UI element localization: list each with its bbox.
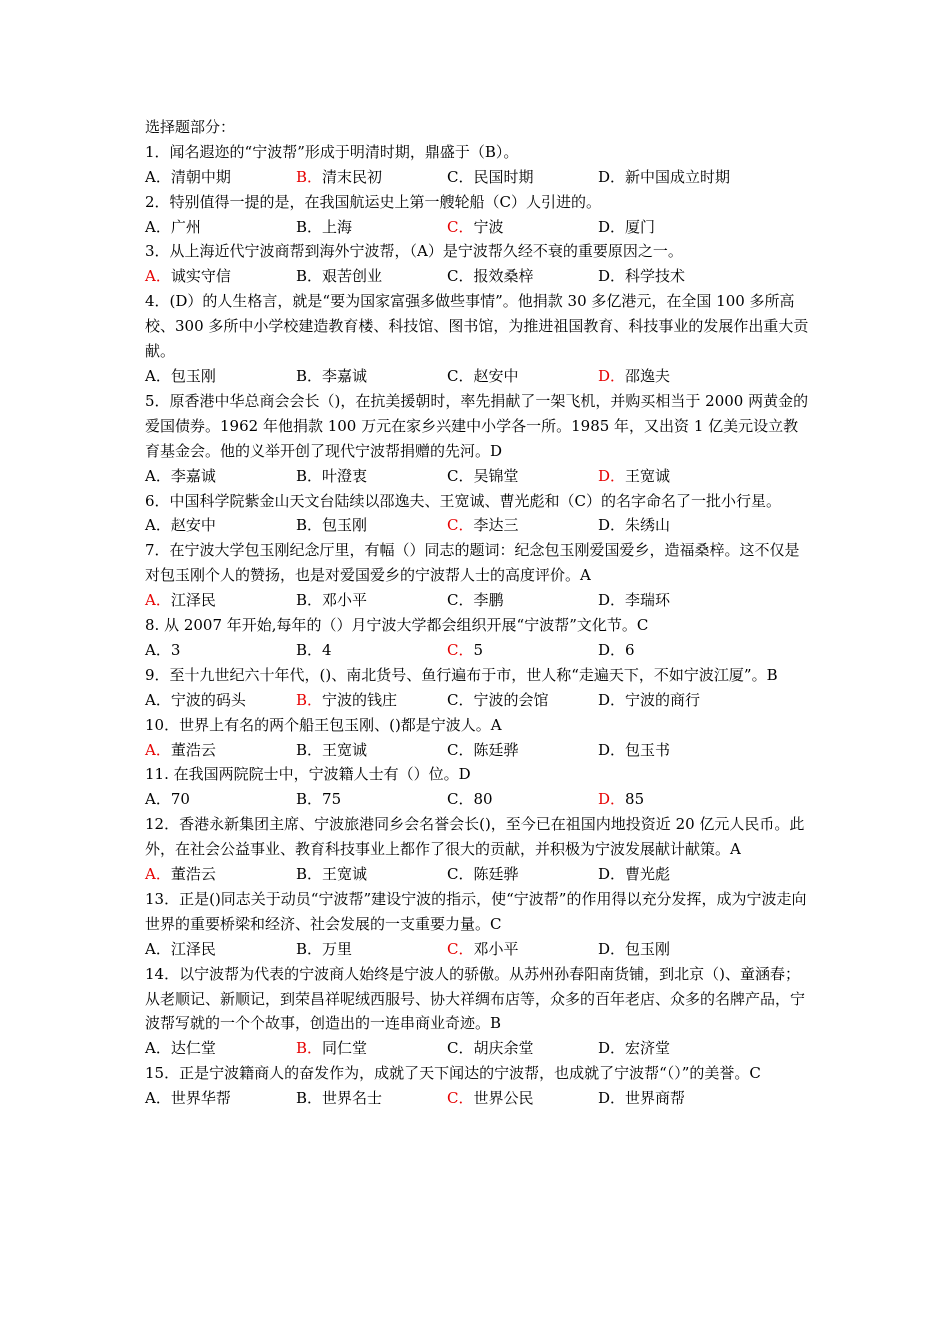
option-text: 邓小平 <box>473 939 519 958</box>
option <box>598 688 700 713</box>
question-stem: 12．香港永新集团主席、宁波旅港同乡会名誉会长()，至今已在祖国内地投资近 20 亿元人民币。此外，在社会公益事业、教育科技事业上都作了很大的贡献，并积极为宁波发展献计献策。A <box>145 815 805 859</box>
option-letter: D． <box>598 591 626 610</box>
option-letter: A． <box>145 939 171 958</box>
option-text: 世界华帮 <box>170 1089 231 1108</box>
question-item <box>145 538 813 613</box>
option <box>447 1036 534 1061</box>
answer-option-letter: D． <box>598 466 626 485</box>
option <box>296 937 352 962</box>
option-letter: C． <box>447 790 474 809</box>
option-text: 报效桑梓 <box>473 267 534 286</box>
option-letter: B． <box>296 466 323 485</box>
answer-option-letter: C． <box>447 217 474 236</box>
option <box>598 588 670 613</box>
option <box>145 862 216 887</box>
question-stem: 15．正是宁波籍商人的奋发作为，成就了天下闻达的宁波帮，也成就了宁波帮“（）”的美誉。C <box>145 1064 761 1083</box>
option-text: 李达三 <box>473 516 519 535</box>
option <box>296 1086 382 1111</box>
option-letter: D． <box>598 865 626 883</box>
option-text: 同仁堂 <box>322 1039 368 1058</box>
option-text: 包玉刚 <box>170 367 216 385</box>
option-letter: B． <box>296 1089 323 1108</box>
option-text: 宁波的钱庄 <box>322 690 398 709</box>
option <box>598 862 670 887</box>
answer-option-letter: C． <box>447 640 474 659</box>
option-letter: A． <box>145 466 171 485</box>
option <box>598 937 670 962</box>
option-letter: B． <box>296 865 323 883</box>
option <box>145 364 216 389</box>
option-text: 诚实守信 <box>170 267 231 286</box>
option <box>447 688 549 713</box>
answer-option-letter: D． <box>598 367 626 385</box>
option <box>447 215 504 240</box>
option-letter: C． <box>447 267 474 286</box>
option-row <box>145 638 813 663</box>
option-row <box>145 787 813 812</box>
option <box>296 688 397 713</box>
option <box>296 215 352 240</box>
option <box>598 638 635 663</box>
option-row <box>145 264 813 289</box>
option-text: 世界商帮 <box>625 1089 686 1108</box>
option <box>447 165 534 190</box>
answer-option-letter: B． <box>296 1039 323 1058</box>
option-letter: B． <box>296 640 323 659</box>
option <box>145 787 190 812</box>
question-list <box>145 140 813 1111</box>
question-stem: 2．特别值得一提的是，在我国航运史上第一艘轮船（C）人引进的。 <box>145 192 602 211</box>
option <box>598 264 685 289</box>
option <box>145 165 231 190</box>
option-text: 上海 <box>322 217 353 236</box>
option-text: 陈廷骅 <box>473 740 519 759</box>
answer-option-letter: C． <box>447 939 474 958</box>
option <box>296 513 367 538</box>
answer-option-letter: A． <box>145 865 171 883</box>
question-stem: 9．至十九世纪六十年代，()、南北货号、鱼行遍布于市，世人称“走遍天下，不如宁波江厦”。B <box>145 665 778 684</box>
answer-option-letter: D． <box>598 790 626 809</box>
question-item <box>145 663 813 713</box>
option <box>145 688 246 713</box>
option-letter: C． <box>447 740 474 759</box>
option-letter: D． <box>598 690 626 709</box>
option-text: 陈廷骅 <box>473 865 519 883</box>
answer-option-letter: B． <box>296 690 323 709</box>
option <box>598 1036 670 1061</box>
option <box>145 588 216 613</box>
option-letter: A． <box>145 1089 171 1108</box>
option <box>296 638 332 663</box>
option-row <box>145 937 813 962</box>
question-item <box>145 239 813 289</box>
option <box>447 264 534 289</box>
option-letter: A． <box>145 516 171 535</box>
option-row <box>145 513 813 538</box>
option <box>447 1086 534 1111</box>
option-text: 董浩云 <box>170 865 216 883</box>
question-item <box>145 289 813 389</box>
option-letter: C． <box>447 690 474 709</box>
option-text: 王宽诚 <box>322 865 368 883</box>
option-letter: B． <box>296 740 323 759</box>
option-text: 胡庆余堂 <box>473 1039 534 1058</box>
option <box>145 1086 231 1111</box>
option-row <box>145 688 813 713</box>
option-text: 邓小平 <box>322 591 368 610</box>
option <box>598 787 644 812</box>
option <box>447 862 519 887</box>
option-row <box>145 165 813 190</box>
option-text: 世界公民 <box>473 1089 534 1108</box>
option-text: 达仁堂 <box>170 1039 216 1058</box>
question-stem: 4．(D）的人生格言，就是“要为国家富强多做些事情”。他捐款 30 多亿港元，在全国 100 多所高校、300 多所中小学校建造教育楼、科技馆、图书馆，为推进祖国教育、科技事业的发展作出重大贡献。 <box>145 292 809 361</box>
option <box>447 937 519 962</box>
option-text: 宁波的会馆 <box>473 690 549 709</box>
option <box>145 513 216 538</box>
option-text: 世界名士 <box>322 1089 383 1108</box>
option <box>598 215 655 240</box>
question-item <box>145 812 813 887</box>
option-text: 王宽诚 <box>322 740 368 759</box>
option <box>296 464 367 489</box>
option-letter: B． <box>296 939 323 958</box>
option-letter: A． <box>145 690 171 709</box>
option-letter: B． <box>296 591 323 610</box>
option-letter: B． <box>296 267 323 286</box>
option-letter: D． <box>598 1089 626 1108</box>
option-letter: C． <box>447 466 474 485</box>
option-text: 邵逸夫 <box>625 367 671 385</box>
question-stem: 5．原香港中华总商会会长（)，在抗美援朝时，率先捐献了一架飞机，并购买相当于 2000 两黄金的爱国债券。1962 年他捐款 100 万元在家乡兴建中小学各一所。1985 年，又出资 1 亿美元设立教育基金会。他的义举开创了现代宁波帮捐赠的先河。D <box>145 391 809 460</box>
option <box>447 588 504 613</box>
option-text: 70 <box>170 790 190 809</box>
option <box>447 638 483 663</box>
question-stem: 8. 从 2007 年开始,每年的（）月宁波大学都会组织开展“宁波帮”文化节。C <box>145 616 649 634</box>
option-letter: B． <box>296 217 323 236</box>
option-text: 包玉刚 <box>625 939 671 958</box>
option-letter: D． <box>598 1039 626 1058</box>
option-letter: A． <box>145 167 171 186</box>
option-text: 叶澄衷 <box>322 466 368 485</box>
question-stem: 13．正是()同志关于动员“宁波帮”建设宁波的指示，使“宁波帮”的作用得以充分发挥，成为宁波走向世界的重要桥梁和经济、社会发展的一支重要力量。C <box>145 889 807 933</box>
option-text: 董浩云 <box>170 740 216 759</box>
option <box>447 787 493 812</box>
option-text: 赵安中 <box>473 367 519 385</box>
option-letter: D． <box>598 167 626 186</box>
option-text: 新中国成立时期 <box>625 167 731 186</box>
option-letter: A． <box>145 640 171 659</box>
question-item <box>145 713 813 763</box>
document-body <box>145 115 813 1111</box>
option-letter: C． <box>447 591 474 610</box>
option-text: 宏济堂 <box>625 1039 671 1058</box>
option-text: 朱绣山 <box>625 516 671 535</box>
option-text: 李鹏 <box>473 591 504 610</box>
option-letter: A． <box>145 217 171 236</box>
option-text: 赵安中 <box>170 516 216 535</box>
question-item <box>145 190 813 240</box>
option-text: 宁波的码头 <box>170 690 246 709</box>
option <box>447 513 519 538</box>
option-letter: A． <box>145 790 171 809</box>
option-letter: D． <box>598 740 626 759</box>
option-row <box>145 738 813 763</box>
option-text: 李嘉诚 <box>322 367 368 385</box>
option-text: 艰苦创业 <box>322 267 383 286</box>
question-stem: 3．从上海近代宁波商帮到海外宁波帮，（A）是宁波帮久经不衰的重要原因之一。 <box>145 242 683 261</box>
option <box>447 464 519 489</box>
option-text: 宁波的商行 <box>625 690 701 709</box>
option <box>447 364 519 389</box>
option-text: 包玉书 <box>625 740 671 759</box>
option-text: 3 <box>170 640 181 659</box>
option-text: 江泽民 <box>170 591 216 610</box>
option-letter: D． <box>598 217 626 236</box>
option-text: 包玉刚 <box>322 516 368 535</box>
answer-option-letter: A． <box>145 267 171 286</box>
option-text: 宁波 <box>473 217 504 236</box>
question-item <box>145 1061 813 1111</box>
option <box>296 588 367 613</box>
question-item <box>145 389 813 489</box>
option <box>598 165 730 190</box>
question-stem: 11. 在我国两院院士中，宁波籍人士有（）位。D <box>145 765 471 784</box>
answer-option-letter: A． <box>145 591 171 610</box>
option <box>598 364 670 389</box>
option-letter: A． <box>145 367 171 385</box>
option <box>598 1086 685 1111</box>
answer-option-letter: B． <box>296 167 323 186</box>
option-letter: C． <box>447 865 474 883</box>
option-letter: C． <box>447 1039 474 1058</box>
option-letter: C． <box>447 167 474 186</box>
option <box>145 264 231 289</box>
option-text: 吴锦堂 <box>473 466 519 485</box>
option <box>447 738 519 763</box>
question-stem: 10．世界上有名的两个船王包玉刚、()都是宁波人。A <box>145 715 502 734</box>
option-text: 曹光彪 <box>625 865 671 883</box>
option-text: 清朝中期 <box>170 167 231 186</box>
section-title: 选择题部分： <box>145 118 236 136</box>
option-row <box>145 862 813 887</box>
option <box>296 738 367 763</box>
question-item <box>145 140 813 190</box>
option-row <box>145 364 813 389</box>
option-letter: B． <box>296 367 323 385</box>
answer-option-letter: A． <box>145 740 171 759</box>
option-text: 广州 <box>170 217 201 236</box>
option-text: 民国时期 <box>473 167 534 186</box>
option-text: 王宽诚 <box>625 466 671 485</box>
option-row <box>145 588 813 613</box>
question-item <box>145 962 813 1062</box>
option-row <box>145 464 813 489</box>
option <box>598 513 670 538</box>
option-row <box>145 1036 813 1061</box>
option <box>145 215 201 240</box>
option <box>296 264 382 289</box>
option-text: 李嘉诚 <box>170 466 216 485</box>
option-row <box>145 1086 813 1111</box>
answer-option-letter: C． <box>447 516 474 535</box>
option-letter: D． <box>598 267 626 286</box>
option <box>145 464 216 489</box>
option-letter: C． <box>447 367 474 385</box>
option-row <box>145 215 813 240</box>
option-letter: D． <box>598 516 626 535</box>
option-text: 85 <box>625 790 645 809</box>
option <box>296 787 341 812</box>
option <box>145 937 216 962</box>
option-text: 4 <box>322 640 332 659</box>
option <box>145 638 180 663</box>
option-letter: D． <box>598 939 626 958</box>
option-text: 万里 <box>322 939 353 958</box>
option-text: 80 <box>473 790 493 809</box>
question-item <box>145 762 813 812</box>
question-stem: 14．以宁波帮为代表的宁波商人始终是宁波人的骄傲。从苏州孙春阳南货铺，到北京（)、童涵春；从老顺记、新顺记，到荣昌祥呢绒西服号、协大祥绸布店等，众多的百年老店、众多的名牌产品，宁波帮写就的一个个故事，创造出的一连串商业奇迹。B <box>145 964 806 1033</box>
option <box>145 738 216 763</box>
option-letter: B． <box>296 790 323 809</box>
option <box>296 364 367 389</box>
option-text: 6 <box>625 640 635 659</box>
option-text: 科学技术 <box>625 267 686 286</box>
option-letter: D． <box>598 640 626 659</box>
question-stem: 6．中国科学院紫金山天文台陆续以邵逸夫、王宽诚、曹光彪和（C）的名字命名了一批小行星。 <box>145 491 782 510</box>
option-text: 清末民初 <box>322 167 383 186</box>
question-stem: 7．在宁波大学包玉刚纪念厅里，有幅（）同志的题词：纪念包玉刚爱国爱乡，造福桑梓。这不仅是对包玉刚个人的赞扬，也是对爱国爱乡的宁波帮人士的高度评价。A <box>145 541 800 585</box>
option-text: 5 <box>473 640 484 659</box>
option-letter: B． <box>296 516 323 535</box>
question-stem: 1．闻名遐迩的“宁波帮”形成于明清时期，鼎盛于（B）。 <box>145 142 519 161</box>
option-text: 厦门 <box>625 217 656 236</box>
question-item <box>145 489 813 539</box>
option-text: 75 <box>322 790 342 809</box>
option-text: 李瑞环 <box>625 591 671 610</box>
option-text: 江泽民 <box>170 939 216 958</box>
question-item <box>145 613 813 663</box>
option <box>296 165 382 190</box>
option <box>598 738 670 763</box>
option <box>296 862 367 887</box>
answer-option-letter: C． <box>447 1089 474 1108</box>
option-letter: A． <box>145 1039 171 1058</box>
option <box>296 1036 367 1061</box>
question-item <box>145 887 813 962</box>
option <box>598 464 670 489</box>
option <box>145 1036 216 1061</box>
